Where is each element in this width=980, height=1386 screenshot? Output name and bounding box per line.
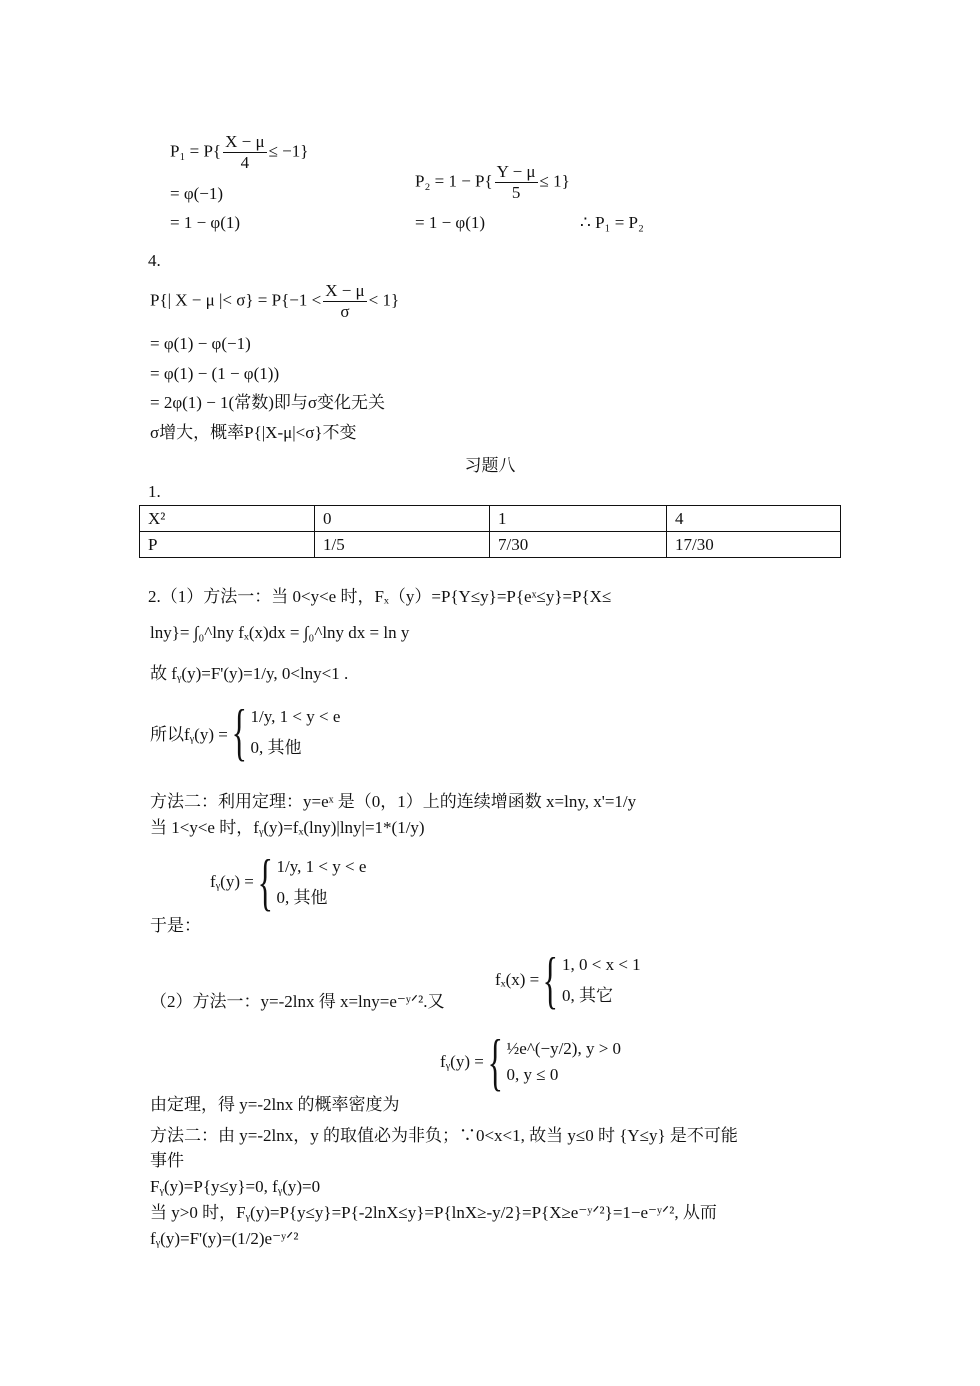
text-line: 2.（1）方法一：当 0<y<e 时，Fₓ（y）=P{Y≤y}=P{eˣ≤y}=P{X≤ [148,587,612,606]
distribution-table [139,505,841,558]
case: 1, 0 < x < 1 [561,954,641,974]
denominator: σ [340,302,350,321]
eq-part: ≤ 1} [539,171,570,191]
text-line: 事件 [150,1151,184,1170]
case: 0, 其他 [250,737,302,757]
numerator: Y − μ [496,162,536,181]
text-line: Fᵧ(y)=P{y≤y}=0, fᵧ(y)=0 [150,1177,321,1196]
table-cell: X² [140,506,315,532]
eq-lhs: fᵧ(y) = [440,1052,484,1071]
table-cell: 7/30 [490,532,667,558]
eq-part: < 1} [368,290,400,310]
eq-part: ≤ −1} [268,141,309,161]
fraction [223,132,266,173]
piecewise-fy-3 [440,1026,622,1097]
brace: { [257,846,273,917]
text-line: 方法二：由 y=-2lnx，y 的取值必为非负；∵0<x<1, 故当 y≤0 时 {Y≤y} 是不可能 [150,1126,738,1145]
case: 0, 其它 [561,985,613,1005]
table-row [140,506,841,532]
eq-part: P{| X − μ |< σ} = P{−1 < [150,290,322,310]
problem-label: 1. [148,482,161,501]
text-line: 故 fᵧ(y)=F'(y)=1/y, 0<lny<1 . [150,664,349,683]
brace: { [542,944,559,1015]
fraction [323,281,366,322]
eq-part: P₂ = 1 − P{ [415,171,493,191]
eq-line: = 1 − φ(1) [170,213,241,232]
eq-line: = 2φ(1) − 1(常数)即与σ变化无关 [150,393,386,412]
text-line: σ增大，概率P{|X-μ|<σ}不变 [150,423,357,442]
table-cell: 1/5 [315,532,490,558]
table-cell: 17/30 [667,532,841,558]
numerator: X − μ [325,281,365,300]
piecewise-fy-2 [210,846,367,917]
eq-p1 [170,132,308,173]
table-cell: P [140,532,315,558]
denominator: 5 [511,183,521,202]
case: ½e^(−y/2), y > 0 [506,1039,622,1058]
eq-line: = φ(1) − (1 − φ(1)) [150,364,280,383]
table-cell: 4 [667,506,841,532]
table-cell: 1 [490,506,667,532]
case: 0, 其他 [276,887,328,907]
eq-part: P₁ = P{ [170,141,222,161]
eq-lhs: fᵧ(y) = [210,872,254,891]
numerator: X − μ [225,132,265,151]
text-line: 当 1<y<e 时，fᵧ(y)=fₓ(lny)|lny|=1*(1/y) [150,818,425,837]
eq-p4 [150,281,399,322]
text-line: 方法二：利用定理：y=eˣ 是（0，1）上的连续增函数 x=lny, x'=1/y [150,792,637,811]
case: 0, y ≤ 0 [506,1065,559,1084]
text-line: fᵧ(y)=F'(y)=(1/2)e⁻ʸᐟ² [150,1229,299,1248]
fraction [495,162,538,203]
brace: { [487,1026,503,1097]
eq-line: = φ(−1) [170,184,224,203]
piecewise-fy-1 [150,696,341,767]
section-title: 习题八 [464,456,516,475]
denominator: 4 [240,153,250,172]
problem-label: 4. [148,251,161,270]
table-cell: 0 [315,506,490,532]
eq-lhs: 所以fᵧ(y) = [150,724,228,744]
case: 1/y, 1 < y < e [276,856,367,876]
eq-line: lny}= ∫₀^lny fₓ(x)dx = ∫₀^lny dx = ln y [150,623,410,642]
eq-line: = 1 − φ(1) [415,213,486,232]
piecewise-fx [495,944,641,1015]
eq-lhs: fₓ(x) = [495,970,540,989]
text-line: 由定理，得 y=-2lnx 的概率密度为 [150,1095,400,1114]
text-line: 当 y>0 时，Fᵧ(y)=P{y≤y}=P{-2lnX≤y}=P{lnX≥-y/2}=P{X≥e⁻ʸᐟ²}=1−e⁻ʸᐟ², 从而 [150,1203,717,1222]
eq-line: = φ(1) − φ(−1) [150,334,251,353]
conclusion: ∴ P₁ = P₂ [580,213,644,232]
text-line: （2）方法一：y=-2lnx 得 x=lny=e⁻ʸᐟ².又 [150,992,445,1011]
text-line: 于是： [150,916,201,935]
eq-p2 [415,162,570,203]
brace: { [231,696,247,767]
table-row [140,532,841,558]
case: 1/y, 1 < y < e [250,706,341,726]
